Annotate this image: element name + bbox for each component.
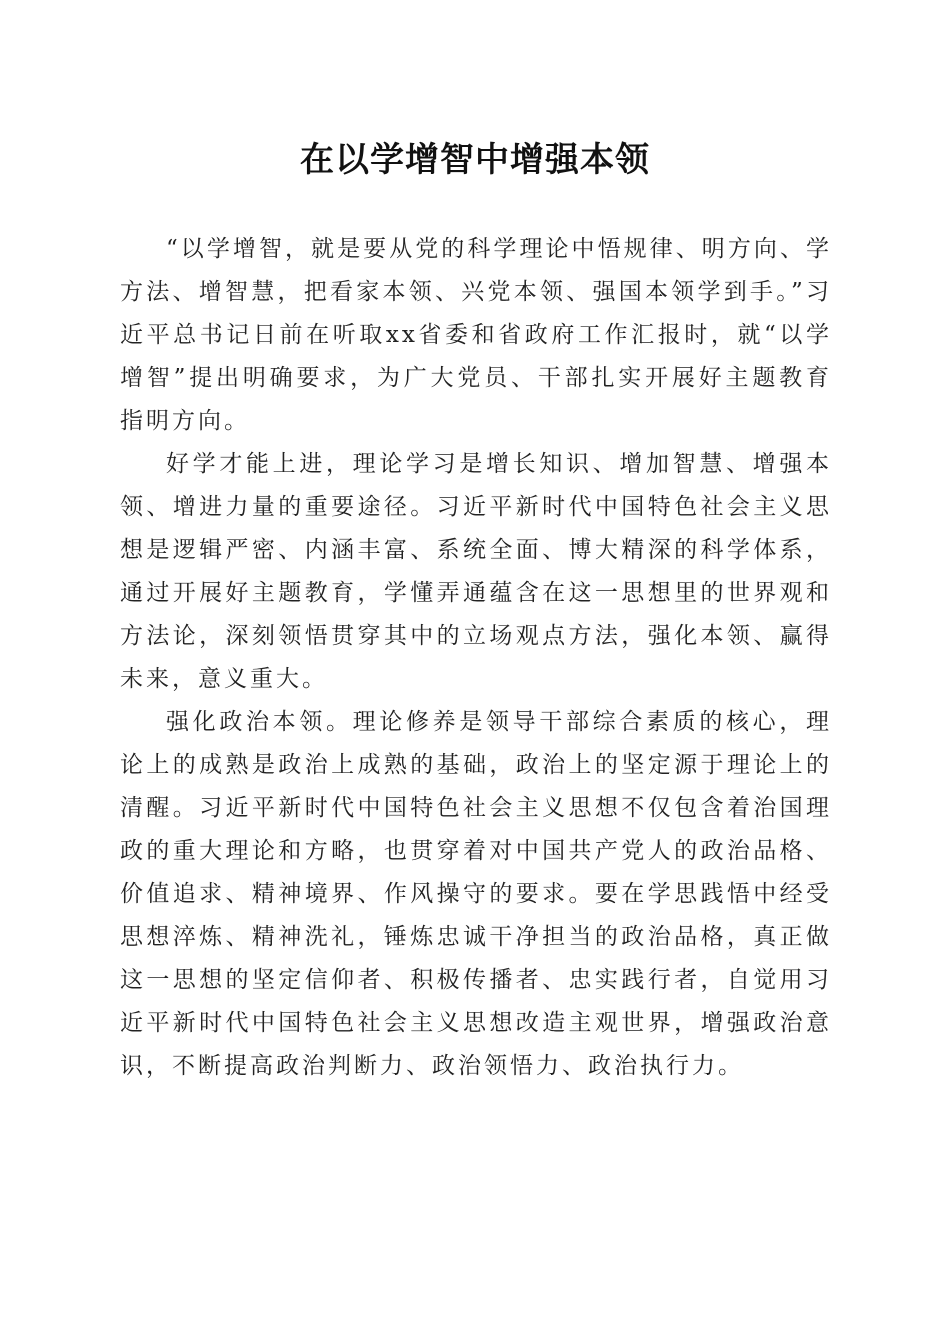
paragraph-1: “以学增智，就是要从党的科学理论中悟规律、明方向、学方法、增智慧，把看家本领、兴党本领、强国本领学到手。”习近平总书记日前在听取xx省委和省政府工作汇报时，就“以学增智”提出明确要求，为广大党员、干部扎实开展好主题教育指明方向。 [120,236,832,434]
paragraph-3: 强化政治本领。理论修养是领导干部综合素质的核心，理论上的成熟是政治上成熟的基础，政治上的坚定源于理论上的清醒。习近平新时代中国特色社会主义思想不仅包含着治国理政的重大理论和方略，也贯穿着对中国共产党人的政治品格、价值追求、精神境界、作风操守的要求。要在学思践悟中经受思想淬炼、精神洗礼，锤炼忠诚干净担当的政治品格，真正做这一思想的坚定信仰者、积极传播者、忠实践行者，自觉用习近平新时代中国特色社会主义思想改造主观世界，增强政治意识，不断提高政治判断力、政治领悟力、政治执行力。 [120,709,832,1079]
page-title: 在以学增智中增强本领 [300,140,650,180]
paragraph-2: 好学才能上进，理论学习是增长知识、增加智慧、增强本领、增进力量的重要途径。习近平新时代中国特色社会主义思想是逻辑严密、内涵丰富、系统全面、博大精深的科学体系，通过开展好主题教育，学懂弄通蕴含在这一思想里的世界观和方法论，深刻领悟贯穿其中的立场观点方法，强化本领、赢得未来，意义重大。 [120,451,832,692]
document-body [120,228,832,1088]
